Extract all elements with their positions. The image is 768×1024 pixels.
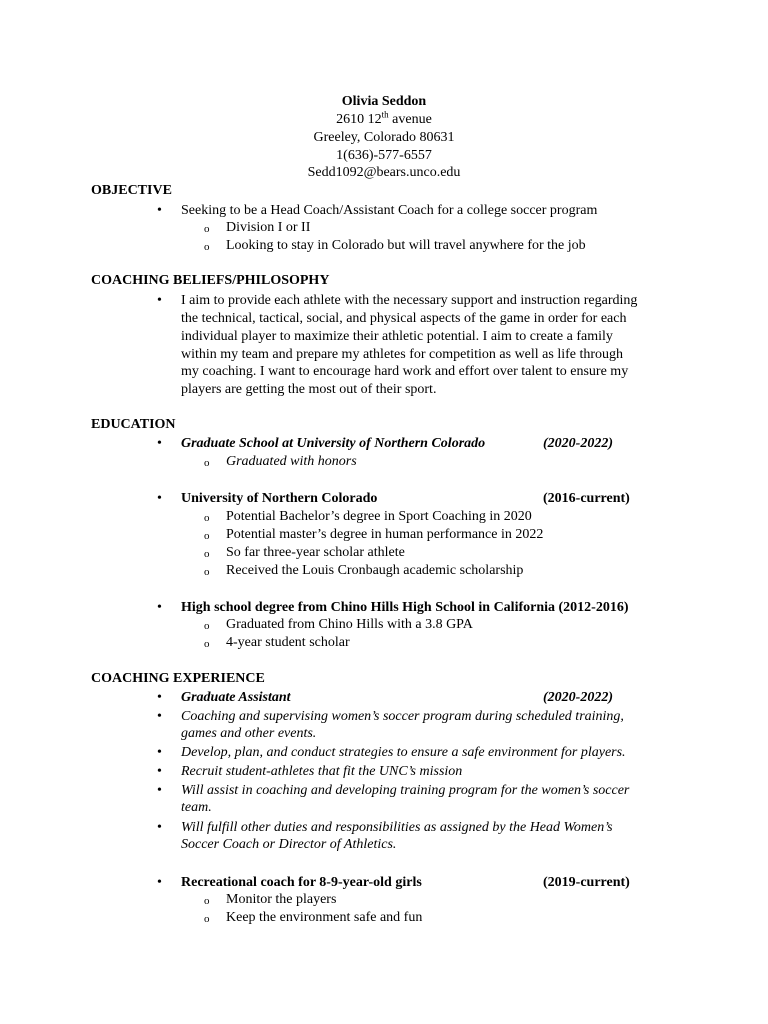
sub-bullet-icon: o <box>204 620 210 632</box>
education-title: Graduate School at University of Northern Colorado <box>181 436 486 451</box>
sub-bullet-icon: o <box>204 512 210 524</box>
bullet-icon: • <box>157 875 162 890</box>
experience-heading: COACHING EXPERIENCE <box>91 671 265 686</box>
bullet-icon: • <box>157 745 162 760</box>
bullet-icon: • <box>157 709 162 724</box>
education-subitem: 4-year student scholar <box>226 635 350 650</box>
education-title: University of Northern Colorado <box>181 491 378 506</box>
education-subitem: Potential Bachelor’s degree in Sport Coaching in 2020 <box>226 509 532 524</box>
candidate-name: Olivia Seddon <box>341 94 427 109</box>
sub-bullet-icon: o <box>204 241 210 253</box>
objective-subitem: Looking to stay in Colorado but will travel anywhere for the job <box>226 238 586 253</box>
education-subitem: So far three-year scholar athlete <box>226 545 405 560</box>
philosophy-line: I aim to provide each athlete with the necessary support and instruction regarding <box>181 293 638 308</box>
duty-line: Develop, plan, and conduct strategies to ensure a safe environment for players. <box>181 745 626 760</box>
job-title: Graduate Assistant <box>181 690 291 705</box>
objective-subitem: Division I or II <box>226 220 311 235</box>
bullet-icon: • <box>157 203 162 218</box>
bullet-icon: • <box>157 293 162 308</box>
duty-line: Coaching and supervising women’s soccer program during scheduled training, <box>181 709 624 724</box>
sub-bullet-icon: o <box>204 895 210 907</box>
education-subitem: Received the Louis Cronbaugh academic scholarship <box>226 563 524 578</box>
objective-heading: OBJECTIVE <box>91 183 172 198</box>
email-line: Sedd1092@bears.unco.edu <box>307 165 461 180</box>
philosophy-line: individual player to maximize their athletic potential. I aim to create a family <box>181 329 613 344</box>
duty-line: Soccer Coach or Director of Athletics. <box>181 837 397 852</box>
phone-line: 1(636)-577-6557 <box>336 148 432 163</box>
bullet-icon: • <box>157 436 162 451</box>
sub-bullet-icon: o <box>204 457 210 469</box>
duty-line: Recruit student-athletes that fit the UNC’s mission <box>181 764 463 779</box>
sub-bullet-icon: o <box>204 913 210 925</box>
address-ordinal: th <box>381 109 389 120</box>
job-dates: (2020-2022) <box>543 690 613 705</box>
philosophy-line: players are getting the most out of their sport. <box>181 382 437 397</box>
sub-bullet-icon: o <box>204 638 210 650</box>
bullet-icon: • <box>157 690 162 705</box>
address-rest: avenue <box>388 112 432 127</box>
duty-line: Will fulfill other duties and responsibilities as assigned by the Head Women’s <box>181 820 613 835</box>
philosophy-line: my coaching. I want to encourage hard work and effort over talent to ensure my <box>181 364 629 379</box>
education-subitem: Potential master’s degree in human performance in 2022 <box>226 527 544 542</box>
philosophy-line: the technical, tactical, social, and physical aspects of the game in order for each <box>181 311 627 326</box>
address-number: 2610 12 <box>336 112 382 127</box>
sub-bullet-icon: o <box>204 566 210 578</box>
job-title: Recreational coach for 8-9-year-old girls <box>181 875 422 890</box>
bullet-icon: • <box>157 820 162 835</box>
objective-item: Seeking to be a Head Coach/Assistant Coach for a college soccer program <box>181 203 598 218</box>
duty-line: games and other events. <box>181 726 317 741</box>
bullet-icon: • <box>157 491 162 506</box>
bullet-icon: • <box>157 600 162 615</box>
address-line <box>0 111 768 129</box>
job-subitem: Monitor the players <box>226 892 337 907</box>
education-subitem: Graduated with honors <box>226 454 357 469</box>
bullet-icon: • <box>157 783 162 798</box>
bullet-icon: • <box>157 764 162 779</box>
education-dates: (2016-current) <box>543 491 630 506</box>
education-heading: EDUCATION <box>91 417 176 432</box>
duty-line: team. <box>181 800 212 815</box>
city-line: Greeley, Colorado 80631 <box>313 130 455 145</box>
sub-bullet-icon: o <box>204 223 210 235</box>
philosophy-line: within my team and prepare my athletes for competition as well as life through <box>181 347 624 362</box>
duty-line: Will assist in coaching and developing training program for the women’s soccer <box>181 783 630 798</box>
sub-bullet-icon: o <box>204 548 210 560</box>
job-dates: (2019-current) <box>543 875 630 890</box>
sub-bullet-icon: o <box>204 530 210 542</box>
job-subitem: Keep the environment safe and fun <box>226 910 423 925</box>
education-dates: (2020-2022) <box>543 436 613 451</box>
philosophy-heading: COACHING BELIEFS/PHILOSOPHY <box>91 273 330 288</box>
education-title: High school degree from Chino Hills High School in California (2012-2016) <box>181 600 629 615</box>
education-subitem: Graduated from Chino Hills with a 3.8 GPA <box>226 617 473 632</box>
